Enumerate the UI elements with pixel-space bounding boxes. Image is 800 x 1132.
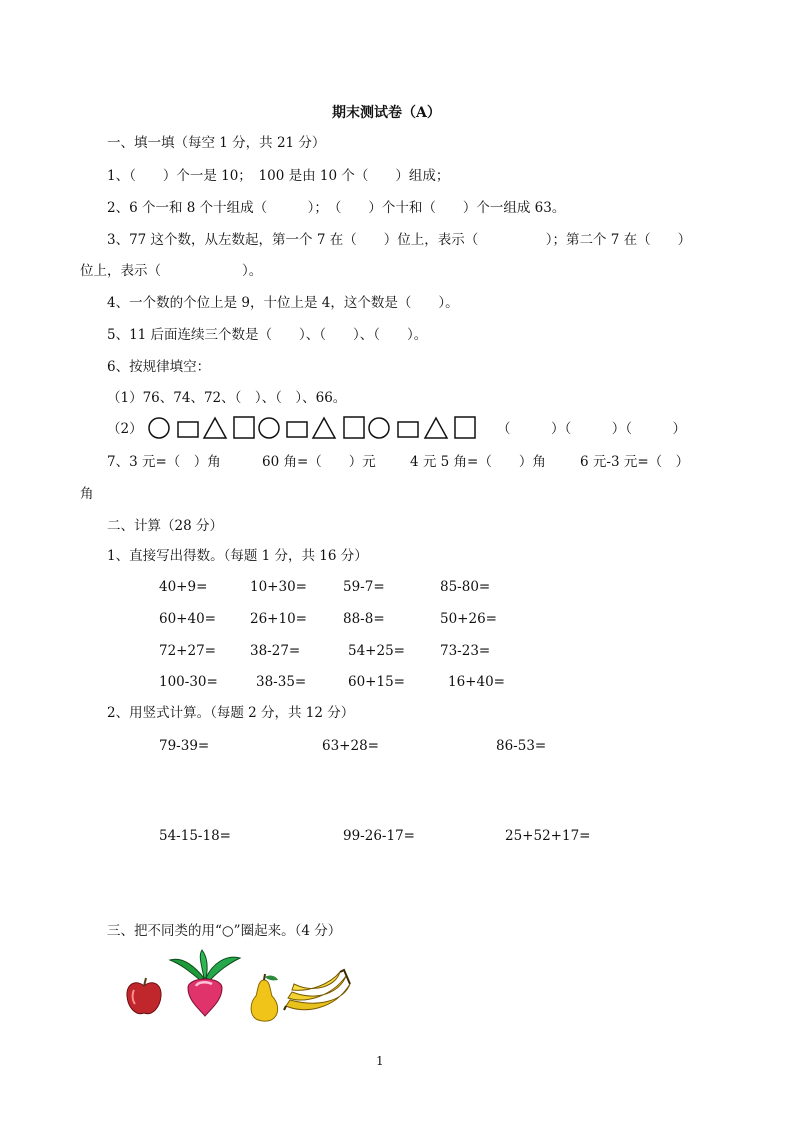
calc-part2-heading: 2、用竖式计算。（每题 2 分，共 12 分） [107, 705, 355, 721]
question-2: 2、6 个一和 8 个十组成（ ）； （ ）个十和（ ）个一组成 63。 [107, 200, 566, 216]
page-title: 期末测试卷（A） [332, 105, 441, 121]
calc-item: 26+10= [250, 611, 307, 627]
question-3-line1: 3、77 这个数，从左数起，第一个 7 在（ ）位上，表示（ ）；第二个 7 在（ ） [107, 232, 692, 248]
shape-sequence [146, 413, 486, 443]
calc-item: 10+30= [250, 579, 307, 595]
question-7-continuation: 角 [80, 486, 94, 502]
apple-icon [124, 976, 164, 1018]
calc-item: 85-80= [440, 579, 491, 595]
calc-item: 100-30= [159, 674, 218, 690]
triangle-shape [425, 418, 447, 438]
square-shape [234, 417, 254, 438]
question-4: 4、一个数的个位上是 9，十位上是 4，这个数是（ ）。 [107, 295, 459, 311]
question-3-line2: 位上，表示（ ）。 [80, 263, 263, 279]
square-shape [344, 417, 364, 438]
triangle-shape [313, 418, 335, 438]
rectangle-shape [287, 422, 307, 437]
banana-icon [284, 970, 354, 1014]
question-7-c: 4 元 5 角=（ ）角 [410, 454, 546, 470]
vertical-calc-item: 25+52+17= [505, 828, 591, 844]
section1-heading: 一、填一填（每空 1 分，共 21 分） [107, 135, 326, 151]
calc-part1-heading: 1、直接写出得数。（每题 1 分，共 16 分） [107, 548, 368, 564]
vertical-calc-item: 54-15-18= [159, 828, 231, 844]
radish-icon [166, 950, 244, 1018]
question-1: 1、（ ）个一是 10； 100 是由 10 个（ ）组成； [107, 168, 450, 184]
question-6-2-label: （2） [107, 421, 143, 437]
calc-item: 54+25= [348, 643, 405, 659]
question-6-1: （1）76、74、72、（ ）、（ ）、66。 [107, 390, 347, 406]
question-7-d: 6 元-3 元=（ ） [580, 454, 690, 470]
pear-icon [246, 974, 282, 1022]
calc-item: 40+9= [159, 579, 208, 595]
calc-item: 38-27= [250, 643, 301, 659]
vertical-calc-item: 79-39= [159, 738, 210, 754]
circle-shape [369, 418, 389, 438]
calc-item: 60+40= [159, 611, 216, 627]
square-shape [455, 417, 475, 438]
rectangle-shape [178, 422, 198, 437]
calc-item: 50+26= [440, 611, 497, 627]
calc-item: 16+40= [448, 674, 505, 690]
question-5: 5、11 后面连续三个数是（ ）、（ ）、（ ）。 [107, 327, 428, 343]
circle-shape [149, 418, 169, 438]
question-7-a: 7、3 元=（ ）角 [107, 454, 221, 470]
rectangle-shape [398, 422, 418, 437]
calc-item: 72+27= [159, 643, 216, 659]
section3-heading: 三、把不同类的用“○”圈起来。（4 分） [107, 923, 342, 939]
vertical-calc-item: 86-53= [496, 738, 547, 754]
triangle-shape [204, 418, 226, 438]
vertical-calc-item: 99-26-17= [343, 828, 415, 844]
question-6-2-blanks: （ ）（ ）（ ） [497, 421, 686, 437]
question-6: 6、按规律填空： [107, 359, 211, 375]
vertical-calc-item: 63+28= [322, 738, 379, 754]
calc-item: 88-8= [343, 611, 385, 627]
calc-item: 59-7= [343, 579, 385, 595]
section2-heading: 二、计算（28 分） [107, 518, 223, 534]
circle-shape [259, 418, 279, 438]
calc-item: 38-35= [256, 674, 307, 690]
question-7-b: 60 角=（ ）元 [262, 454, 376, 470]
page-number: 1 [376, 1054, 384, 1068]
calc-item: 60+15= [348, 674, 405, 690]
calc-item: 73-23= [440, 643, 491, 659]
